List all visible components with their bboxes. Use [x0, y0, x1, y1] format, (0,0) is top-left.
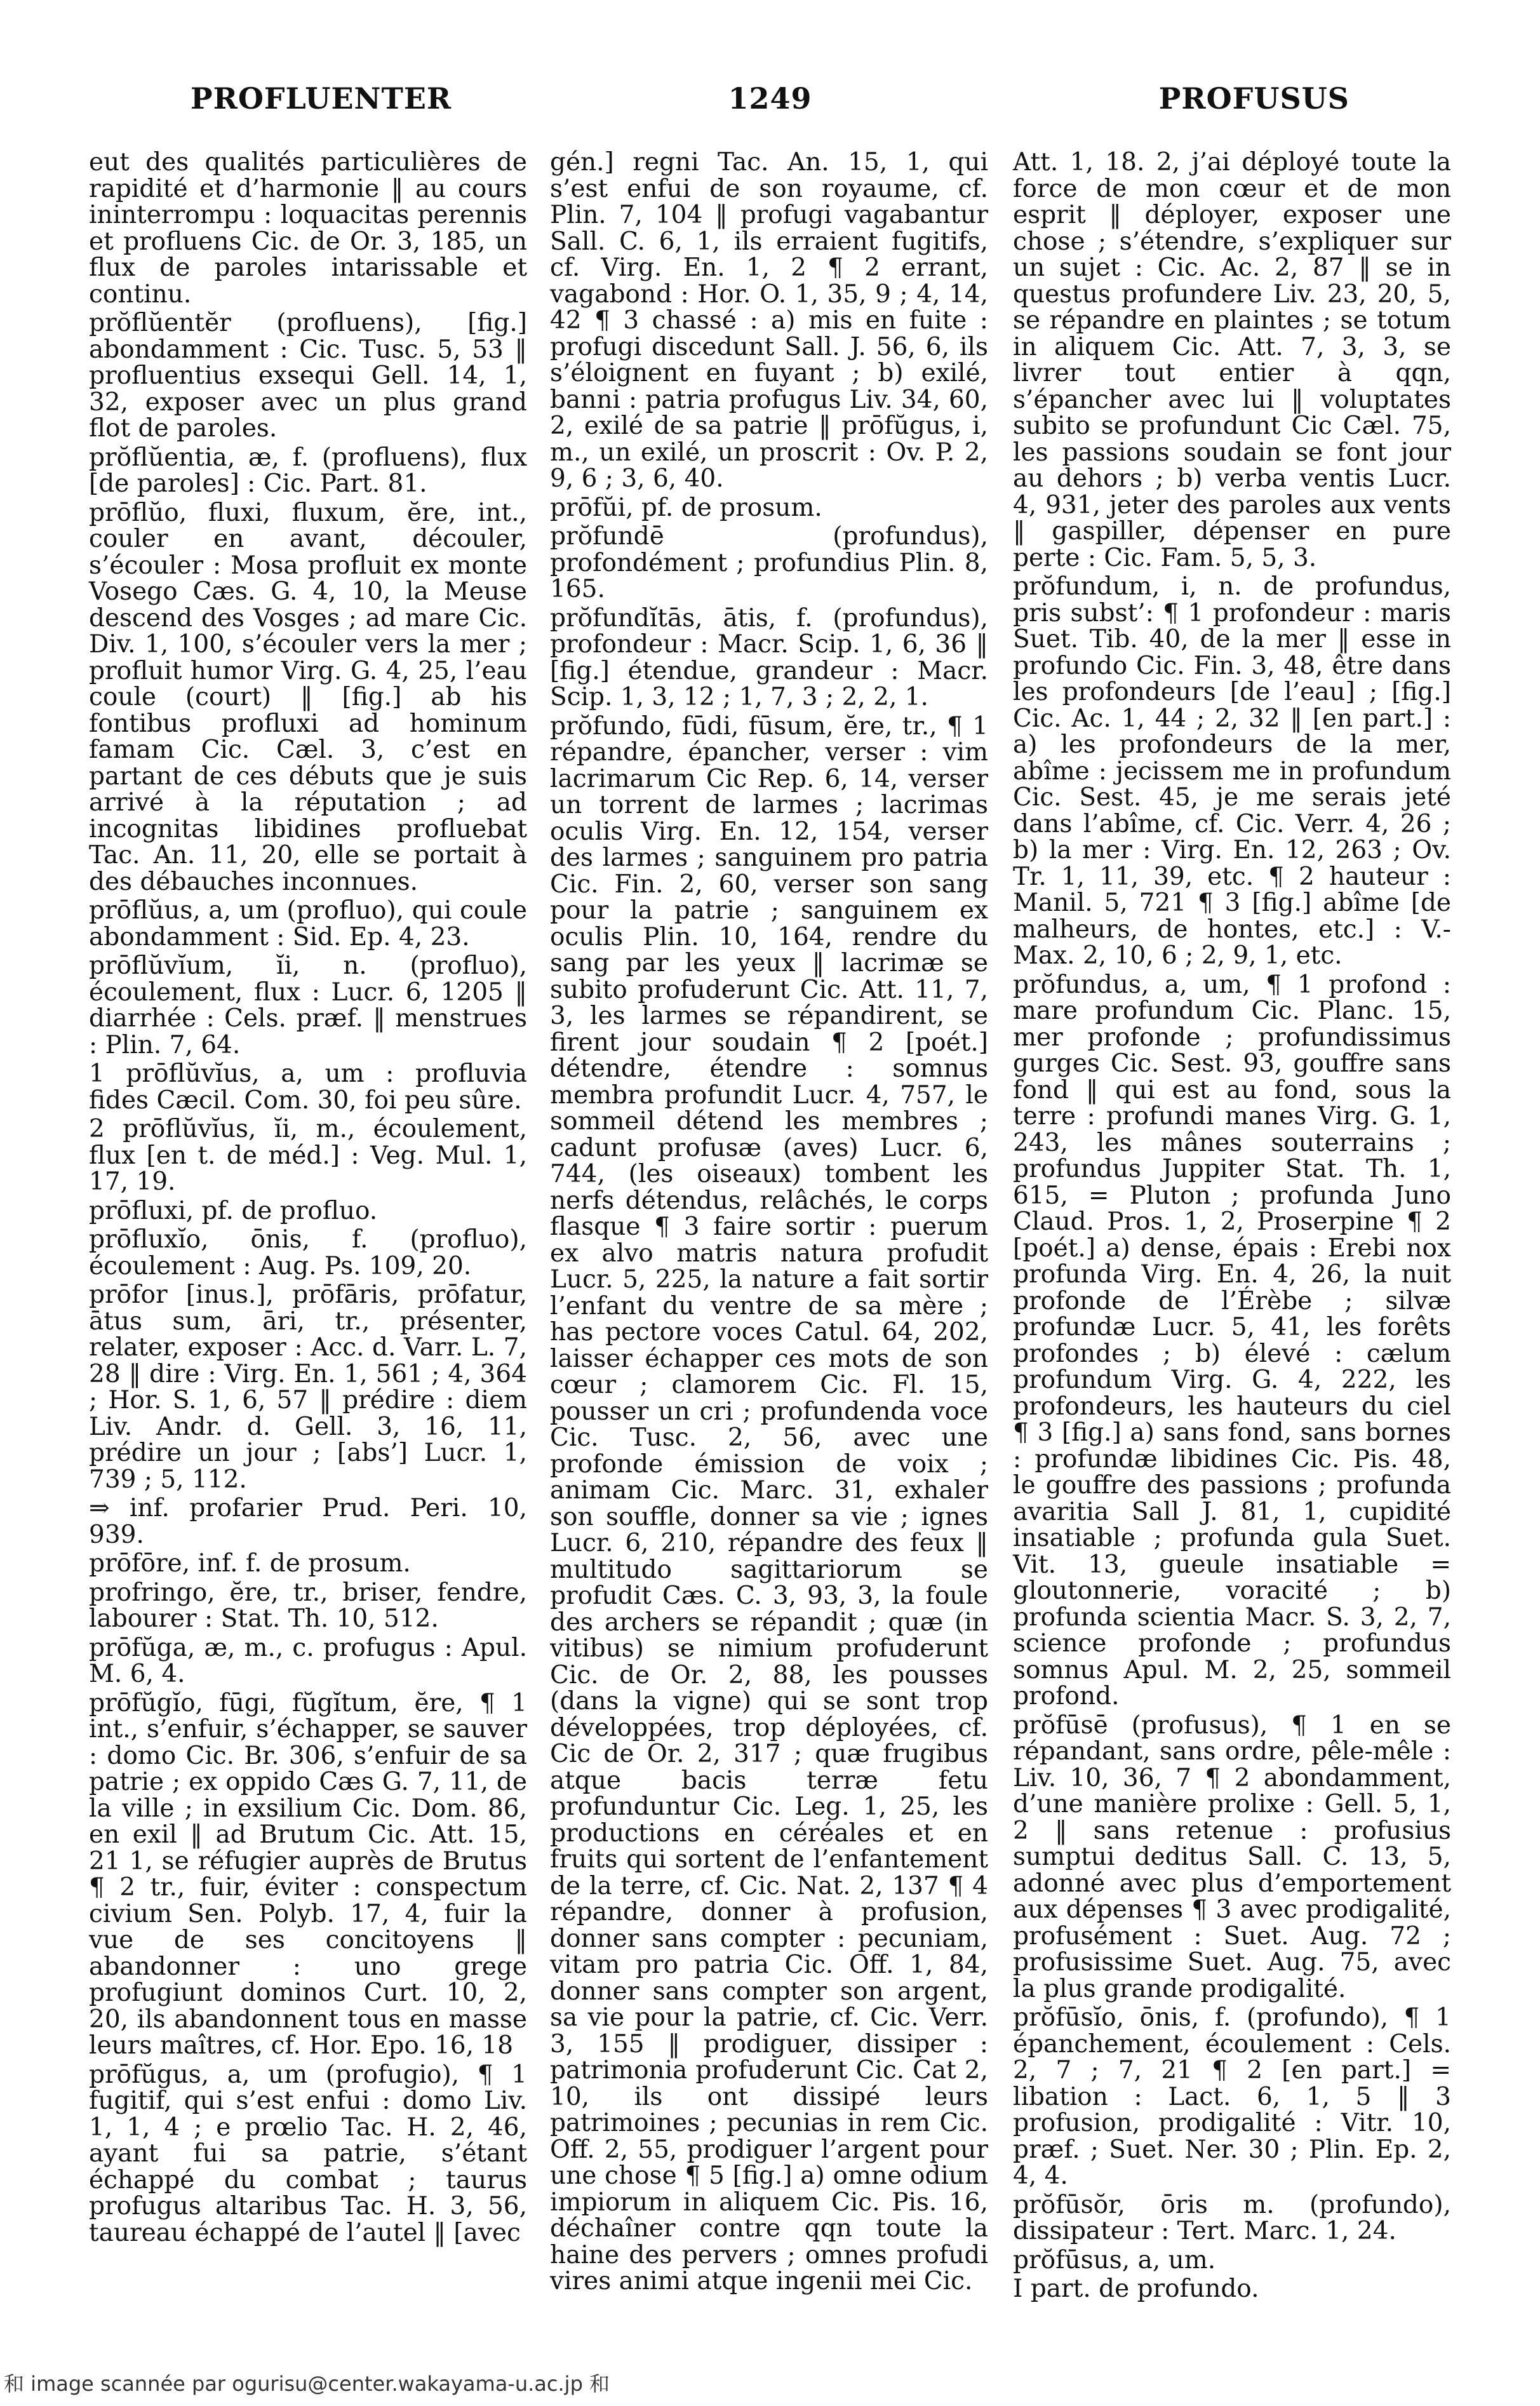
dictionary-entry: prŏfūsus, a, um.: [1013, 2245, 1216, 2275]
dictionary-entry: prōflŭo, fluxi, fluxum, ĕre, int., couler en avant, découler, s’écouler : Mosa profluit ex monte Vosego Cæs. G. 4, 10, la Meuse descend des Vosges ; ad mare Cic. Div. 1, 100, s’écouler vers la mer ; profluit humor Virg. G. 4, 25, l’eau coule (court) ‖ [fig.] ab his fontibus profluxi ad hominum famam Cic. Cæl. 3, c’est en partant de ces débuts que je suis arrivé à la réputation ; ad incognitas libidines profluebat Tac. An. 11, 20, elle se portait à des débauches inconnues.: [89, 498, 527, 896]
dictionary-entry: prōfōre, inf. f. de prosum.: [89, 1549, 411, 1578]
dictionary-entry: prŏfundĭtās, ātis, f. (profundus), profondeur : Macr. Scip. 1, 6, 36 ‖ [fig.] étendue, grandeur : Macr. Scip. 1, 3, 12 ; 1, 7, 3 ; 2, 2, 1.: [550, 603, 988, 711]
page-number: 1249: [728, 81, 812, 116]
dictionary-entry: ⇒ inf. profarier Prud. Peri. 10, 939.: [89, 1494, 527, 1549]
dictionary-entry: I part. de profundo.: [1013, 2275, 1259, 2303]
scan-credit: 和 image scannée par ogurisu@center.wakayama-u.ac.jp 和: [4, 2372, 610, 2396]
header-last-headword: PROFUSUS: [1158, 81, 1349, 116]
dictionary-entry: prōfŭgus, a, um (profugio), ¶ 1 fugitif, qui s’est enfui : domo Liv. 1, 1, 4 ; e prœlio Tac. H. 2, 46, ayant fui sa patrie, s’étant échappé du combat ; taurus profugus altaribus Tac. H. 3, 56, taureau échappé de l’autel ‖ [avec: [89, 2060, 527, 2247]
dictionary-entry: 1 prōflŭvĭus, a, um : profluvia fides Cæcil. Com. 30, foi peu sûre.: [89, 1059, 527, 1115]
dictionary-entry: prōflŭus, a, um (profluo), qui coule abondamment : Sid. Ep. 4, 23.: [89, 896, 527, 951]
dictionary-entry: prŏflŭentĕr (profluens), [fig.] abondamment : Cic. Tusc. 5, 53 ‖ profluentius exsequi Gell. 14, 1, 32, exposer avec un plus grand flot de paroles.: [89, 309, 527, 443]
dictionary-column-1: [89, 149, 527, 2248]
dictionary-entry: prōflŭvĭum, ĭi, n. (profluo), écoulement, flux : Lucr. 6, 1205 ‖ diarrhée : Cels. præf. ‖ menstrues : Plin. 7, 64.: [89, 951, 527, 1059]
dictionary-entry: prŏfundum, i, n. de profundus, pris subst’: ¶ 1 profondeur : maris Suet. Tib. 40, de la mer ‖ esse in profundo Cic. Fin. 3, 48, être dans les profondeurs [de l’eau] ; [fig.] Cic. Ac. 1, 44 ; 2, 32 ‖ [en part.] : a) les profondeurs de la mer, abîme : jecissem me in profundum Cic. Sest. 45, je me serais jeté dans l’abîme, cf. Cic. Verr. 4, 26 ; b) la mer : Virg. En. 12, 263 ; Ov. Tr. 1, 11, 39, etc. ¶ 2 hauteur : Manil. 5, 721 ¶ 3 [fig.] abîme [de malheurs, de hontes, etc.] : V.-Max. 2, 10, 6 ; 2, 9, 1, etc.: [1013, 572, 1451, 970]
dictionary-entry: gén.] regni Tac. An. 15, 1, qui s’est enfui de son royaume, cf. Plin. 7, 104 ‖ profugi vagabantur Sall. C. 6, 1, ils erraient fugitifs, cf. Virg. En. 1, 2 ¶ 2 errant, vagabond : Hor. O. 1, 35, 9 ; 4, 14, 42 ¶ 3 chassé : a) mis en fuite : profugi discedunt Sall. J. 56, 6, ils s’éloignent en fuyant ; b) exilé, banni : patria profugus Liv. 34, 60, 2, exilé de sa patrie ‖ prōfŭgus, i, m., un exilé, un proscrit : Ov. P. 2, 9, 6 ; 3, 6, 40.: [550, 148, 988, 493]
dictionary-entry: prōfor [inus.], prōfāris, prōfatur, ātus sum, āri, tr., présenter, relater, exposer : Acc. d. Varr. L. 7, 28 ‖ dire : Virg. En. 1, 561 ; 4, 364 ; Hor. S. 1, 6, 57 ‖ prédire : diem Liv. Andr. d. Gell. 3, 16, 11, prédire un jour ; [abs’] Lucr. 1, 739 ; 5, 112.: [89, 1280, 527, 1494]
dictionary-entry: prŏfūsē (profusus), ¶ 1 en se répandant, sans ordre, pêle-mêle : Liv. 10, 36, 7 ¶ 2 abondamment, d’une manière prolixe : Gell. 5, 1, 2 ‖ sans retenue : profusius sumptui deditus Sall. C. 13, 5, adonné avec plus d’emportement aux dépenses ¶ 3 avec prodigalité, profusément : Suet. Aug. 72 ; profusissime Suet. Aug. 75, avec la plus grande prodigalité.: [1013, 1710, 1451, 2003]
dictionary-entry: eut des qualités particulières de rapidité et d’harmonie ‖ au cours ininterrompu : loquacitas perennis et profluens Cic. de Or. 3, 185, un flux de paroles intarissable et continu.: [89, 148, 527, 309]
dictionary-entry: prōfŭi, pf. de prosum.: [550, 493, 822, 522]
page-header: [191, 81, 1349, 132]
dictionary-entry: prōfluxĭo, ōnis, f. (profluo), écoulement : Aug. Ps. 109, 20.: [89, 1225, 527, 1280]
dictionary-entry: prōfŭga, æ, m., c. profugus : Apul. M. 6, 4.: [89, 1633, 527, 1688]
dictionary-entry: prŏflŭentia, æ, f. (profluens), flux [de paroles] : Cic. Part. 81.: [89, 443, 527, 498]
dictionary-entry: prōfluxi, pf. de profluo.: [89, 1196, 378, 1225]
dictionary-entry: prŏfūsŏr, ōris m. (profundo), dissipateur : Tert. Marc. 1, 24.: [1013, 2190, 1451, 2245]
dictionary-entry: profringo, ĕre, tr., briser, fendre, labourer : Stat. Th. 10, 512.: [89, 1578, 527, 1633]
dictionary-entry: 2 prōflŭvĭus, ĭi, m., écoulement, flux [en t. de méd.] : Veg. Mul. 1, 17, 19.: [89, 1115, 527, 1196]
dictionary-entry: prŏfundus, a, um, ¶ 1 profond : mare profundum Cic. Planc. 15, mer profonde ; profundissimus gurges Cic. Sest. 93, gouffre sans fond ‖ qui est au fond, sous la terre : profundi manes Virg. G. 1, 243, les mânes souterrains ; profundus Juppiter Stat. Th. 1, 615, = Pluton ; profunda Juno Claud. Pros. 1, 2, Proserpine ¶ 2 [poét.] a) dense, épais : Erebi nox profunda Virg. En. 4, 26, la nuit profonde de l’Érèbe ; silvæ profundæ Lucr. 5, 41, les forêts profondes ; b) élevé : cælum profundum Virg. G. 4, 222, les profondeurs, les hauteurs du ciel ¶ 3 [fig.] a) sans fond, sans bornes : profundæ libidines Cic. Pis. 48, le gouffre des passions ; profunda avaritia Sall J. 81, 1, cupidité insatiable ; profunda gula Suet. Vit. 13, gueule insatiable = gloutonnerie, voracité ; b) profunda scientia Macr. S. 3, 2, 7, science profonde ; profundus somnus Apul. M. 2, 25, sommeil profond.: [1013, 970, 1451, 1710]
dictionary-entry: prŏfūsĭo, ōnis, f. (profundo), ¶ 1 épanchement, écoulement : Cels. 2, 7 ; 7, 21 ¶ 2 [en part.] = libation : Lact. 6, 1, 5 ‖ 3 profusion, prodigalité : Vitr. 10, præf. ; Suet. Ner. 30 ; Plin. Ep. 2, 4, 4.: [1013, 2003, 1451, 2190]
dictionary-column-2: [550, 149, 988, 2297]
dictionary-entry: prŏfundo, fūdi, fūsum, ĕre, tr., ¶ 1 répandre, épancher, verser : vim lacrimarum Cic Rep. 6, 14, verser un torrent de larmes ; lacrimas oculis Virg. En. 12, 154, verser des larmes ; sanguinem pro patria Cic. Fin. 2, 60, verser son sang pour la patrie ; sanguinem ex oculis Plin. 10, 164, rendre du sang par les yeux ‖ lacrimæ se subito profuderunt Cic. Att. 11, 7, 3, les larmes se répandirent, se firent jour soudain ¶ 2 [poét.] détendre, étendre : somnus membra profundit Lucr. 4, 757, le sommeil détend les membres ; cadunt profusæ (aves) Lucr. 6, 744, (les oiseaux) tombent les nerfs détendus, relâchés, le corps flasque ¶ 3 faire sortir : puerum ex alvo matris natura profudit Lucr. 5, 225, la nature a fait sortir l’enfant du ventre de sa mère ; has pectore voces Catul. 64, 202, laisser échapper ces mots de son cœur ; clamorem Cic. Fl. 15, pousser un cri ; profundenda voce Cic. Tusc. 2, 56, avec une profonde émission de voix ; animam Cic. Marc. 31, exhaler son souffle, donner sa vie ; ignes Lucr. 6, 210, répandre des feux ‖ multitudo sagittariorum se profudit Cæs. C. 3, 93, 3, la foule des archers se répandit ; quæ (in vitibus) se nimium profuderunt Cic. de Or. 2, 88, les pousses (dans la vigne) qui se sont trop développées, trop déployées, cf. Cic de Or. 2, 317 ; quæ frugibus atque bacis terræ fetu profunduntur Cic. Leg. 1, 25, les productions en céréales et en fruits qui sortent de l’enfantement de la terre, cf. Cic. Nat. 2, 137 ¶ 4 répandre, donner à profusion, donner sans compter : pecuniam, vitam pro patria Cic. Off. 1, 84, donner sans compter son argent, sa vie pour la patrie, cf. Cic. Verr. 3, 155 ‖ prodiguer, dissiper : patrimonia profuderunt Cic. Cat 2, 10, ils ont dissipé leurs patrimoines ; pecunias in rem Cic. Off. 2, 55, prodiguer l’argent pour une chose ¶ 5 [fig.] a) omne odium impiorum in aliquem Cic. Pis. 16, déchaîner contre qqn toute la haine des pervers ; omnes profudi vires animi atque ingenii mei Cic.: [550, 711, 988, 2295]
header-first-headword: PROFLUENTER: [191, 81, 452, 116]
dictionary-entry: prōfŭgĭo, fūgi, fŭgĭtum, ĕre, ¶ 1 int., s’enfuir, s’échapper, se sauver : domo Cic. Br. 306, s’enfuir de sa patrie ; ex oppido Cæs G. 7, 11, de la ville ; in exsilium Cic. Dom. 86, en exil ‖ ad Brutum Cic. Att. 15, 21 1, se réfugier auprès de Brutus ¶ 2 tr., fuir, éviter : conspectum civium Sen. Polyb. 17, 4, fuir la vue de ses concitoyens ‖ abandonner : uno grege profugiunt dominos Curt. 10, 2, 20, ils abandonnent tous en masse leurs maîtres, cf. Hor. Epo. 16, 18: [89, 1688, 527, 2060]
dictionary-column-3: [1013, 149, 1451, 2305]
dictionary-entry: Att. 1, 18. 2, j’ai déployé toute la force de mon cœur et de mon esprit ‖ déployer, exposer une chose ; s’étendre, s’expliquer sur un sujet : Cic. Ac. 2, 87 ‖ se in questus profundere Liv. 23, 20, 5, se répandre en plaintes ; se totum in aliquem Cic. Att. 7, 3, 3, se livrer tout entier à qqn, s’épancher avec lui ‖ voluptates subito se profundunt Cic Cæl. 75, les passions soudain se font jour au dehors ; b) verba ventis Lucr. 4, 931, jeter des paroles aux vents ‖ gaspiller, dépenser en pure perte : Cic. Fam. 5, 5, 3.: [1013, 148, 1451, 572]
dictionary-entry: prŏfundē (profundus), profondément ; profundius Plin. 8, 165.: [550, 522, 988, 603]
